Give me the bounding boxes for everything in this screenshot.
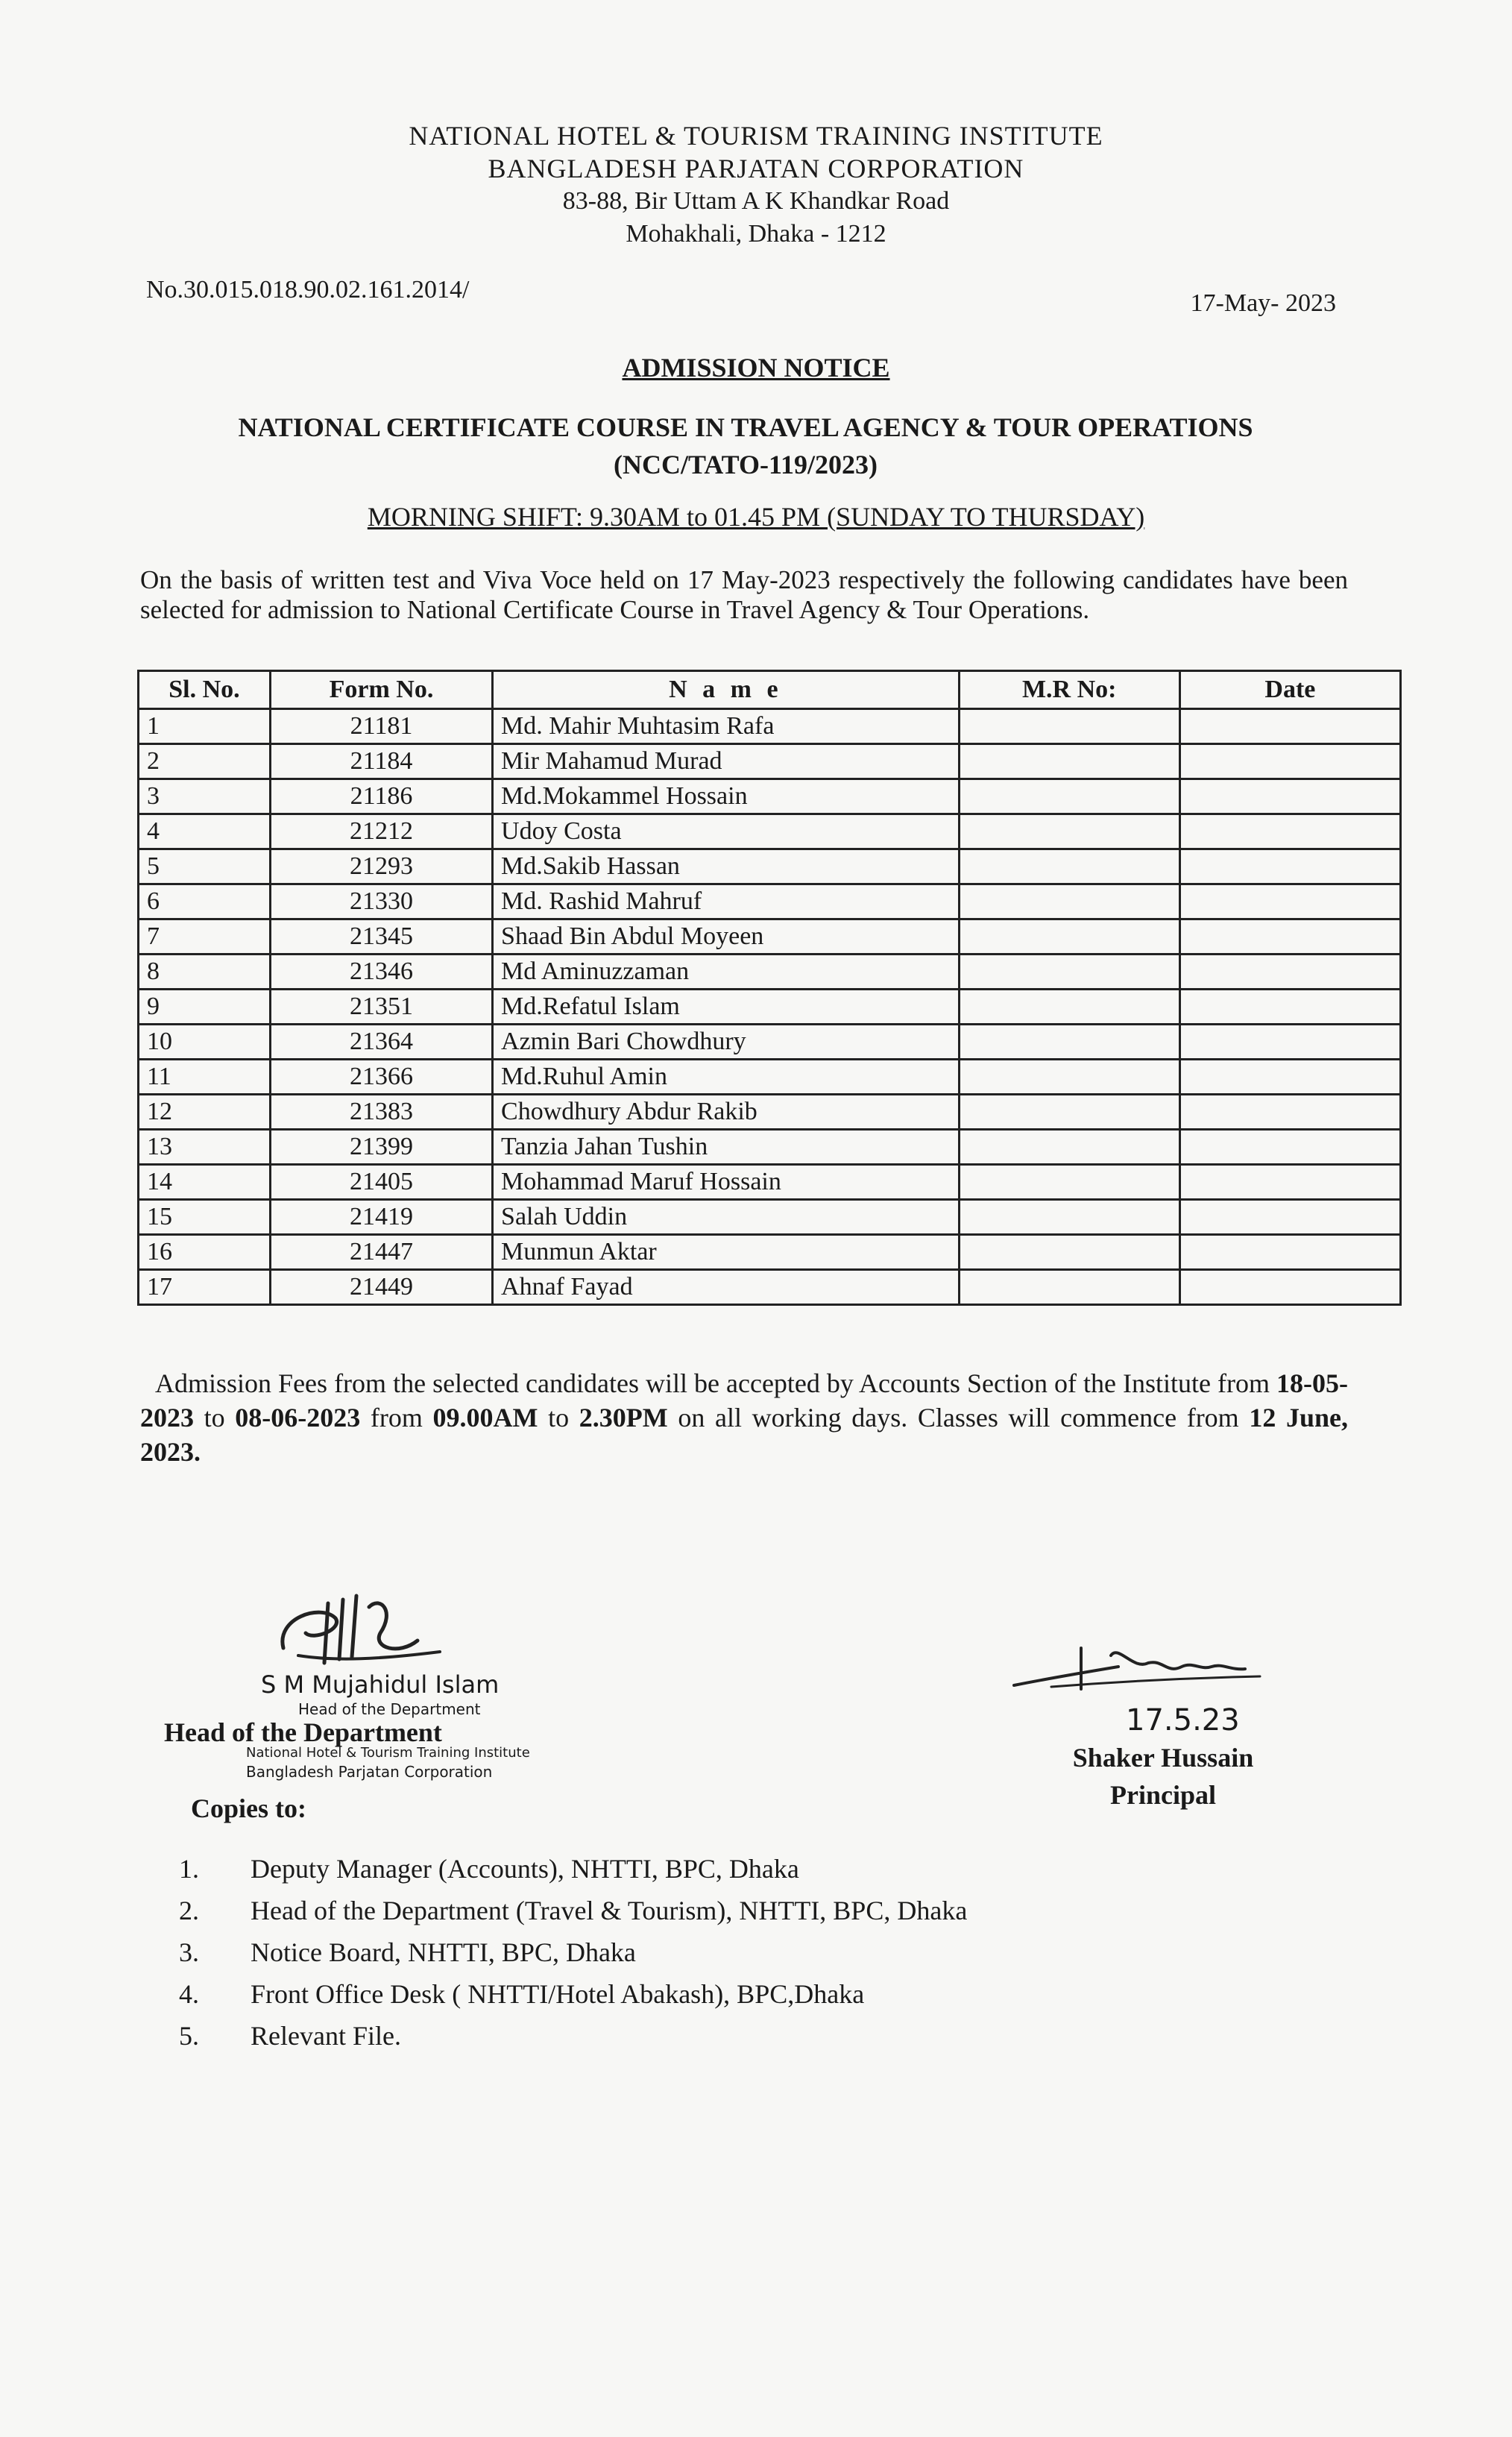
cell-name: Salah Uddin bbox=[493, 1200, 960, 1235]
cell-name: Md.Refatul Islam bbox=[493, 990, 960, 1025]
copy-item bbox=[179, 1890, 967, 1931]
header-name: N a m e bbox=[493, 671, 960, 709]
classes-commence-date: 12 June, 2023. bbox=[140, 1403, 1348, 1467]
cell-sl-no: 11 bbox=[139, 1060, 271, 1095]
copy-item-number: 2. bbox=[179, 1896, 199, 1925]
cell-sl-no: 7 bbox=[139, 919, 271, 955]
cell-date bbox=[1179, 849, 1400, 884]
cell-mr-no bbox=[959, 1165, 1179, 1200]
cell-mr-no bbox=[959, 1095, 1179, 1130]
copy-item-text: Front Office Desk ( NHTTI/Hotel Abakash), BPC,Dhaka bbox=[251, 1979, 865, 2009]
course-code: (NCC/TATO-119/2023) bbox=[613, 450, 878, 479]
cell-form-no: 21346 bbox=[270, 955, 492, 990]
cell-form-no: 21419 bbox=[270, 1200, 492, 1235]
cell-sl-no: 17 bbox=[139, 1270, 271, 1305]
cell-form-no: 21399 bbox=[270, 1130, 492, 1165]
right-signature-block bbox=[999, 1641, 1327, 1812]
copies-list bbox=[179, 1848, 967, 2057]
cell-form-no: 21181 bbox=[270, 709, 492, 744]
reference-number: No.30.015.018.90.02.161.2014/ bbox=[146, 276, 470, 304]
address-line-2: Mohakhali, Dhaka - 1212 bbox=[626, 220, 886, 248]
cell-name: Md.Mokammel Hossain bbox=[493, 779, 960, 814]
left-signature-block bbox=[164, 1596, 626, 1812]
cell-form-no: 21330 bbox=[270, 884, 492, 919]
fees-text-3: from bbox=[360, 1403, 433, 1433]
fees-text-2: to bbox=[194, 1403, 236, 1433]
cell-form-no: 21345 bbox=[270, 919, 492, 955]
cell-form-no: 21405 bbox=[270, 1165, 492, 1200]
cell-sl-no: 2 bbox=[139, 744, 271, 779]
cell-date bbox=[1179, 709, 1400, 744]
principal-name-block bbox=[999, 1739, 1327, 1814]
cell-mr-no bbox=[959, 849, 1179, 884]
cell-date bbox=[1179, 1130, 1400, 1165]
cell-sl-no: 9 bbox=[139, 990, 271, 1025]
cell-date bbox=[1179, 1235, 1400, 1270]
cell-form-no: 21351 bbox=[270, 990, 492, 1025]
copy-item bbox=[179, 1931, 967, 1973]
table-header-row bbox=[139, 671, 1401, 709]
fees-to-date: 08-06-2023 bbox=[235, 1403, 361, 1433]
cell-mr-no bbox=[959, 884, 1179, 919]
cell-sl-no: 16 bbox=[139, 1235, 271, 1270]
cell-mr-no bbox=[959, 990, 1179, 1025]
cell-name: Ahnaf Fayad bbox=[493, 1270, 960, 1305]
corporation-name: BANGLADESH PARJATAN CORPORATION bbox=[488, 154, 1024, 183]
cell-date bbox=[1179, 955, 1400, 990]
letterhead bbox=[0, 119, 1512, 251]
left-designation: Head of the Department bbox=[164, 1717, 442, 1747]
table-row bbox=[139, 849, 1401, 884]
cell-form-no: 21383 bbox=[270, 1095, 492, 1130]
cell-name: Md Aminuzzaman bbox=[493, 955, 960, 990]
cell-name: Md.Sakib Hassan bbox=[493, 849, 960, 884]
table-row bbox=[139, 1025, 1401, 1060]
cell-mr-no bbox=[959, 1025, 1179, 1060]
cell-form-no: 21447 bbox=[270, 1235, 492, 1270]
stamp-corporation: Bangladesh Parjatan Corporation bbox=[246, 1763, 493, 1781]
cell-name: Shaad Bin Abdul Moyeen bbox=[493, 919, 960, 955]
cell-name: Udoy Costa bbox=[493, 814, 960, 849]
cell-sl-no: 15 bbox=[139, 1200, 271, 1235]
cell-date bbox=[1179, 1025, 1400, 1060]
cell-sl-no: 3 bbox=[139, 779, 271, 814]
header-mr-no: M.R No: bbox=[959, 671, 1179, 709]
cell-form-no: 21212 bbox=[270, 814, 492, 849]
cell-date bbox=[1179, 990, 1400, 1025]
header-form-no: Form No. bbox=[270, 671, 492, 709]
principal-designation: Principal bbox=[1110, 1780, 1216, 1810]
cell-form-no: 21366 bbox=[270, 1060, 492, 1095]
cell-name: Mir Mahamud Murad bbox=[493, 744, 960, 779]
copy-item-number: 4. bbox=[179, 1979, 199, 2009]
cell-sl-no: 10 bbox=[139, 1025, 271, 1060]
cell-name: Md. Mahir Muhtasim Rafa bbox=[493, 709, 960, 744]
stamp-name: S M Mujahidul Islam bbox=[261, 1670, 500, 1699]
course-title bbox=[142, 409, 1349, 483]
table-row bbox=[139, 709, 1401, 744]
fees-text-5: on all working days. Classes will commence from bbox=[667, 1403, 1250, 1433]
copy-item bbox=[179, 1973, 967, 2015]
shift-timing: MORNING SHIFT: 9.30AM to 01.45 PM (SUNDAY TO THURSDAY) bbox=[367, 502, 1145, 532]
cell-name: Azmin Bari Chowdhury bbox=[493, 1025, 960, 1060]
cell-date bbox=[1179, 1095, 1400, 1130]
copy-item bbox=[179, 1848, 967, 1890]
table-row bbox=[139, 919, 1401, 955]
cell-name: Md.Ruhul Amin bbox=[493, 1060, 960, 1095]
table-row bbox=[139, 1130, 1401, 1165]
copy-item bbox=[179, 2015, 967, 2057]
left-signature-mark bbox=[268, 1588, 462, 1678]
address-line-1: 83-88, Bir Uttam A K Khandkar Road bbox=[562, 187, 950, 215]
table-row bbox=[139, 1095, 1401, 1130]
table-row bbox=[139, 1235, 1401, 1270]
cell-name: Mohammad Maruf Hossain bbox=[493, 1165, 960, 1200]
issue-date: 17-May- 2023 bbox=[1190, 289, 1336, 317]
fees-to-time: 2.30PM bbox=[579, 1403, 668, 1433]
cell-sl-no: 8 bbox=[139, 955, 271, 990]
cell-date bbox=[1179, 779, 1400, 814]
copy-item-number: 3. bbox=[179, 1937, 199, 1967]
cell-date bbox=[1179, 919, 1400, 955]
course-title-line1: NATIONAL CERTIFICATE COURSE IN TRAVEL AGENCY & TOUR OPERATIONS bbox=[238, 412, 1253, 442]
cell-date bbox=[1179, 1165, 1400, 1200]
cell-form-no: 21449 bbox=[270, 1270, 492, 1305]
cell-mr-no bbox=[959, 744, 1179, 779]
cell-mr-no bbox=[959, 1235, 1179, 1270]
cell-date bbox=[1179, 1270, 1400, 1305]
cell-mr-no bbox=[959, 779, 1179, 814]
table-row bbox=[139, 1060, 1401, 1095]
copy-item-number: 1. bbox=[179, 1854, 199, 1884]
cell-form-no: 21184 bbox=[270, 744, 492, 779]
notice-title: ADMISSION NOTICE bbox=[622, 353, 890, 383]
copy-item-text: Notice Board, NHTTI, BPC, Dhaka bbox=[251, 1937, 636, 1967]
table-row bbox=[139, 1165, 1401, 1200]
right-signature-mark bbox=[1007, 1641, 1275, 1700]
fees-text-1: Admission Fees from the selected candidates will be accepted by Accounts Section of the Institute from bbox=[155, 1368, 1277, 1398]
table-row bbox=[139, 779, 1401, 814]
cell-name: Tanzia Jahan Tushin bbox=[493, 1130, 960, 1165]
cell-mr-no bbox=[959, 1270, 1179, 1305]
copies-label: Copies to: bbox=[191, 1793, 306, 1823]
principal-sign-date: 17.5.23 bbox=[1126, 1703, 1240, 1738]
cell-mr-no bbox=[959, 955, 1179, 990]
table-row bbox=[139, 1200, 1401, 1235]
cell-mr-no bbox=[959, 1060, 1179, 1095]
cell-name: Chowdhury Abdur Rakib bbox=[493, 1095, 960, 1130]
table-row bbox=[139, 744, 1401, 779]
cell-sl-no: 13 bbox=[139, 1130, 271, 1165]
cell-name: Md. Rashid Mahruf bbox=[493, 884, 960, 919]
cell-sl-no: 12 bbox=[139, 1095, 271, 1130]
cell-mr-no bbox=[959, 1200, 1179, 1235]
copy-item-text: Deputy Manager (Accounts), NHTTI, BPC, Dhaka bbox=[251, 1854, 799, 1884]
fees-paragraph bbox=[140, 1366, 1348, 1469]
intro-paragraph: On the basis of written test and Viva Voce held on 17 May-2023 respectively the following candidates have been selected for admission to National Certificate Course in Travel Agency & Tour Operations. bbox=[140, 565, 1348, 624]
cell-date bbox=[1179, 814, 1400, 849]
cell-sl-no: 6 bbox=[139, 884, 271, 919]
copy-item-text: Head of the Department (Travel & Tourism), NHTTI, BPC, Dhaka bbox=[251, 1896, 968, 1925]
cell-sl-no: 1 bbox=[139, 709, 271, 744]
principal-name: Shaker Hussain bbox=[1072, 1743, 1254, 1773]
header-sl-no: Sl. No. bbox=[139, 671, 271, 709]
cell-sl-no: 14 bbox=[139, 1165, 271, 1200]
cell-form-no: 21293 bbox=[270, 849, 492, 884]
cell-form-no: 21186 bbox=[270, 779, 492, 814]
stamp-institute: National Hotel & Tourism Training Institute bbox=[246, 1745, 530, 1761]
table-row bbox=[139, 955, 1401, 990]
cell-sl-no: 4 bbox=[139, 814, 271, 849]
fees-from-date: 18-05-2023 bbox=[140, 1368, 1348, 1433]
copy-item-text: Relevant File. bbox=[251, 2021, 401, 2051]
table-row bbox=[139, 884, 1401, 919]
cell-form-no: 21364 bbox=[270, 1025, 492, 1060]
cell-mr-no bbox=[959, 1130, 1179, 1165]
cell-date bbox=[1179, 1200, 1400, 1235]
cell-sl-no: 5 bbox=[139, 849, 271, 884]
cell-mr-no bbox=[959, 919, 1179, 955]
table-body bbox=[139, 709, 1401, 1305]
cell-mr-no bbox=[959, 814, 1179, 849]
fees-from-time: 09.00AM bbox=[432, 1403, 538, 1433]
cell-date bbox=[1179, 744, 1400, 779]
table-row bbox=[139, 990, 1401, 1025]
cell-date bbox=[1179, 884, 1400, 919]
institute-name: NATIONAL HOTEL & TOURISM TRAINING INSTITUTE bbox=[409, 121, 1103, 151]
cell-date bbox=[1179, 1060, 1400, 1095]
table-row bbox=[139, 814, 1401, 849]
stamp-title: Head of the Department bbox=[298, 1700, 481, 1718]
table-row bbox=[139, 1270, 1401, 1305]
copy-item-number: 5. bbox=[179, 2021, 199, 2051]
cell-name: Munmun Aktar bbox=[493, 1235, 960, 1270]
cell-mr-no bbox=[959, 709, 1179, 744]
candidates-table bbox=[137, 670, 1402, 1306]
header-date: Date bbox=[1179, 671, 1400, 709]
fees-text-4: to bbox=[538, 1403, 579, 1433]
